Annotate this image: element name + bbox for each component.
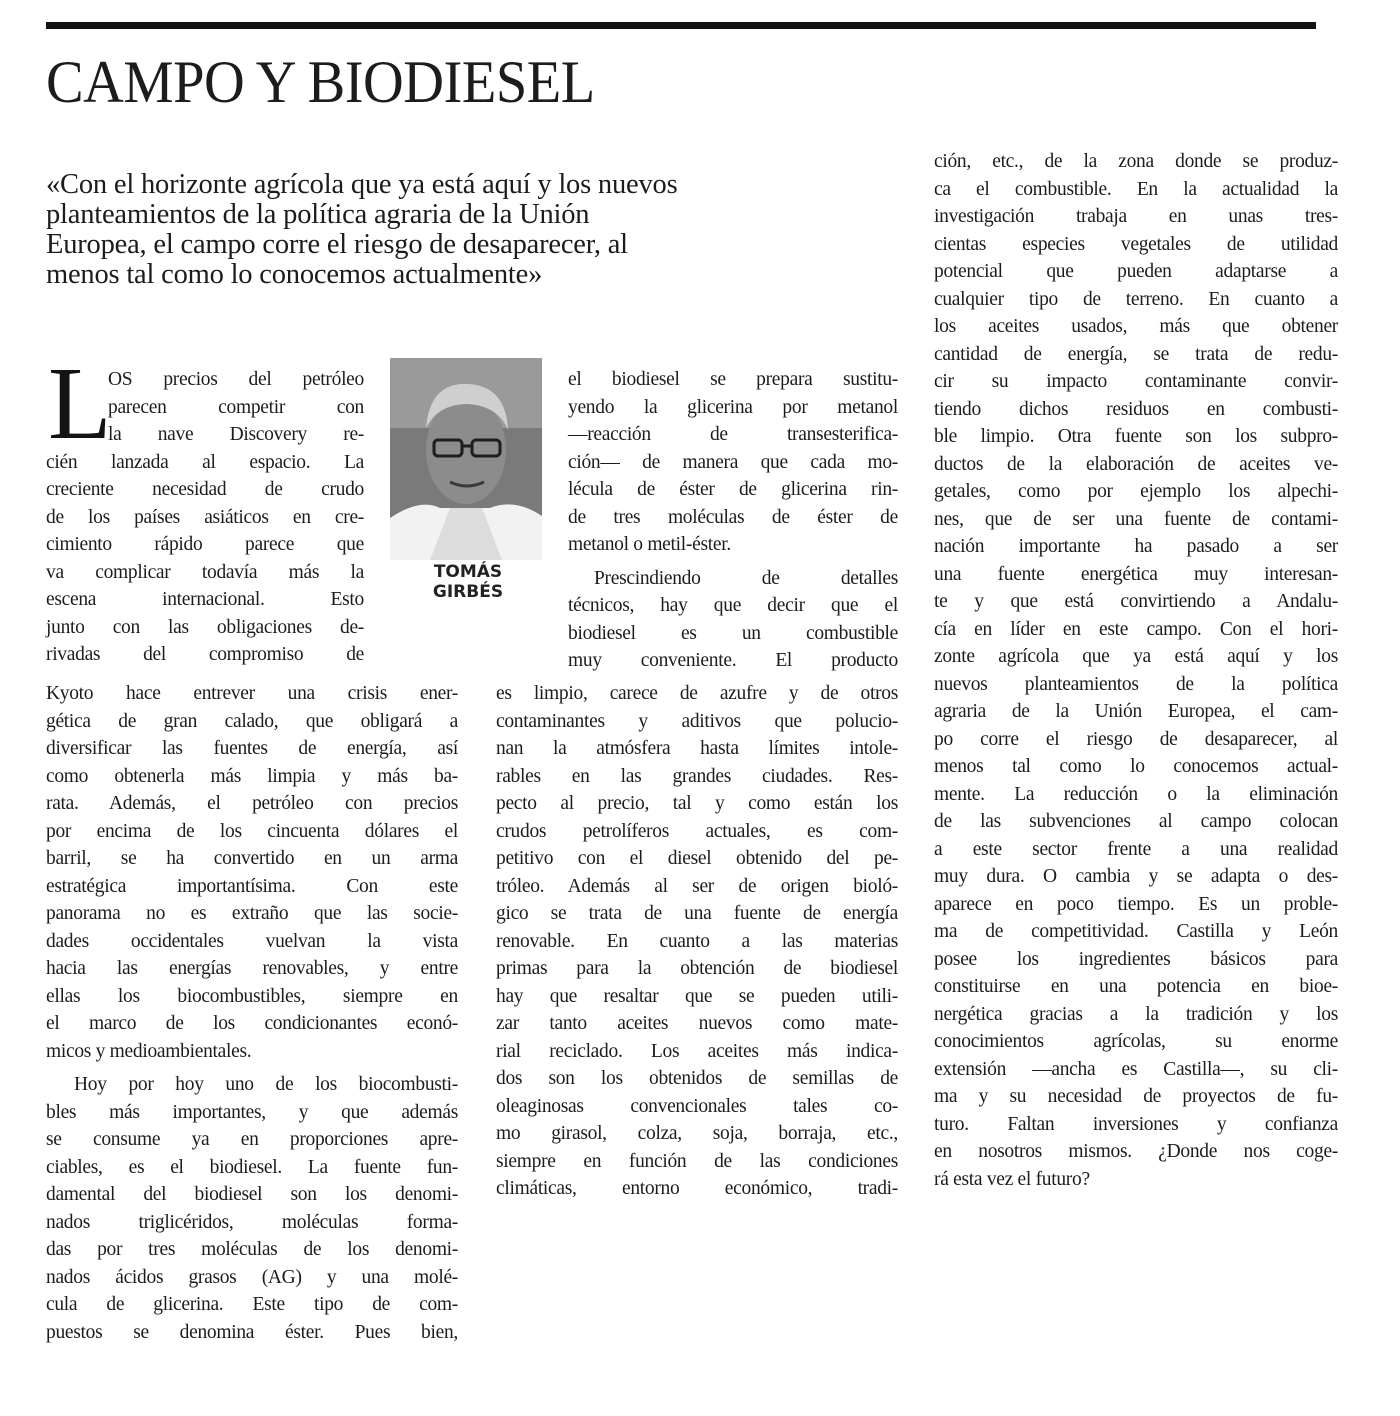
text-line: renovable. En cuanto a las materias	[496, 930, 898, 952]
text-line: yendo la glicerina por metanol	[568, 396, 898, 418]
text-line: de los países asiáticos en cre-	[46, 506, 364, 528]
column-3	[934, 148, 1338, 1193]
text-line: mente. La reducción o la eliminación	[934, 783, 1338, 805]
text-line: en nosotros mismos. ¿Donde nos coge-	[934, 1141, 1338, 1162]
text-line: cula de glicerina. Este tipo de com-	[46, 1294, 458, 1315]
text-line: crudos petrolíferos actuales, es com-	[496, 820, 898, 842]
text-line: de tres moléculas de éster de	[568, 506, 898, 528]
text-line: contaminantes y aditivos que polucio-	[496, 710, 898, 732]
text-line: como obtenerla más limpia y más ba-	[46, 765, 458, 787]
text-line: hacia las energías renovables, y entre	[46, 958, 458, 979]
text-line: getales, como por ejemplo los alpechi-	[934, 481, 1338, 502]
text-line: —reacción de transesterifica-	[568, 424, 898, 445]
author-last-name: GIRBÉS	[432, 582, 504, 602]
text-line: una fuente energética muy interesan-	[934, 563, 1338, 585]
text-line: va complicar todavía más la	[46, 561, 364, 583]
column-1-top	[46, 366, 364, 669]
text-line: la nave Discovery re-	[108, 424, 364, 445]
text-line: nes, que de ser una fuente de contami-	[934, 508, 1338, 530]
text-line: estratégica importantísima. Con este	[46, 875, 458, 897]
text-line: siempre en función de las condiciones	[496, 1150, 898, 1172]
text-line: dos son los obtenidos de semillas de	[496, 1068, 898, 1089]
text-line: cir su impacto contaminante convir-	[934, 371, 1338, 392]
pull-quote-line: «Con el horizonte agrícola que ya está aquí y los nuevos	[46, 169, 678, 200]
pull-quote-line: planteamientos de la política agraria de la Unión	[46, 199, 590, 230]
text-line: rial reciclado. Los aceites más indica-	[496, 1040, 898, 1062]
text-line: gética de gran calado, que obligará a	[46, 710, 458, 732]
text-line: zonte agrícola que ya está aquí y los	[934, 646, 1338, 667]
text-line: muy dura. O cambia y se adapta o des-	[934, 866, 1338, 887]
text-line: pecto al precio, tal y como están los	[496, 793, 898, 814]
text-line: bles más importantes, y que además	[46, 1101, 458, 1123]
text-line: rá esta vez el futuro?	[934, 1168, 1090, 1190]
text-line: biodiesel es un combustible	[568, 622, 898, 644]
column-2-bottom	[496, 680, 898, 1203]
text-line: menos tal como lo conocemos actual-	[934, 756, 1338, 777]
text-line: mo girasol, colza, soja, borraja, etc.,	[496, 1123, 898, 1144]
text-line: primas para la obtención de biodiesel	[496, 958, 898, 979]
text-line: ble limpio. Otra fuente son los subpro-	[934, 426, 1338, 447]
text-line: hay que resaltar que se pueden utili-	[496, 985, 898, 1007]
text-line: constituirse en una potencia en bioe-	[934, 976, 1338, 997]
text-line: parecen competir con	[108, 396, 364, 418]
column-2-top	[568, 366, 898, 675]
text-line: nación importante ha pasado a ser	[934, 536, 1338, 557]
text-line: ciables, es el biodiesel. La fuente fun-	[46, 1156, 458, 1178]
text-line: oleaginosas convencionales tales co-	[496, 1095, 898, 1117]
text-line: conocimientos agrícolas, su enorme	[934, 1031, 1338, 1052]
text-line: cientas especies vegetales de utilidad	[934, 233, 1338, 255]
text-line: creciente necesidad de crudo	[46, 479, 364, 500]
text-line: potencial que pueden adaptarse a	[934, 261, 1338, 282]
text-line: nados triglicéridos, moléculas forma-	[46, 1211, 458, 1233]
text-line: de las subvenciones al campo colocan	[934, 811, 1338, 832]
author-photo	[390, 358, 542, 560]
text-line: Prescindiendo de detalles	[594, 567, 898, 589]
text-line: técnicos, hay que decir que el	[568, 595, 898, 616]
text-line: gico se trata de una fuente de energía	[496, 903, 898, 924]
text-line: nergética gracias a la tradición y los	[934, 1003, 1338, 1025]
text-line: escena internacional. Esto	[46, 589, 364, 610]
text-line: ción— de manera que cada mo-	[568, 451, 898, 473]
text-line: tiendo dichos residuos en combusti-	[934, 398, 1338, 420]
text-line: nan la atmósfera hasta límites intole-	[496, 738, 898, 759]
text-line: das por tres moléculas de los denomi-	[46, 1239, 458, 1260]
text-line: cantidad de energía, se trata de redu-	[934, 343, 1338, 365]
text-line: el marco de los condicionantes econó-	[46, 1013, 458, 1034]
text-line: OS precios del petróleo	[108, 369, 364, 390]
text-line: cimiento rápido parece que	[46, 534, 364, 555]
text-line: turo. Faltan inversiones y confianza	[934, 1113, 1338, 1135]
author-photo-image	[390, 358, 542, 560]
text-line: aparece en poco tiempo. Es un proble-	[934, 893, 1338, 915]
author-byline	[390, 562, 546, 602]
text-line: posee los ingredientes básicos para	[934, 948, 1338, 970]
author-first-name: TOMÁS	[433, 562, 503, 582]
text-line: Kyoto hace entrever una crisis ener-	[46, 683, 458, 704]
text-line: a este sector frente a una realidad	[934, 838, 1338, 860]
text-line: metanol o metil-éster.	[568, 534, 731, 555]
text-line: junto con las obligaciones de-	[46, 616, 364, 638]
text-line: ma de competitividad. Castilla y León	[934, 921, 1338, 942]
top-rule	[46, 22, 1316, 29]
text-line: ductos de la elaboración de aceites ve-	[934, 453, 1338, 475]
drop-cap: L	[48, 346, 112, 461]
text-line: lécula de éster de glicerina rin-	[568, 479, 898, 500]
text-line: panorama no es extraño que las socie-	[46, 903, 458, 924]
text-line: ción, etc., de la zona donde se produz-	[934, 151, 1338, 172]
text-line: ca el combustible. En la actualidad la	[934, 178, 1338, 200]
text-line: cién lanzada al espacio. La	[46, 451, 364, 473]
text-line: Hoy por hoy uno de los biocombusti-	[74, 1074, 458, 1095]
text-line: rivadas del compromiso de	[46, 644, 364, 665]
text-line: el biodiesel se prepara sustitu-	[568, 369, 898, 390]
text-line: cualquier tipo de terreno. En cuanto a	[934, 288, 1338, 310]
text-line: damental del biodiesel son los denomi-	[46, 1184, 458, 1205]
column-1-bottom	[46, 680, 458, 1346]
text-line: te y que está convirtiendo a Andalu-	[934, 591, 1338, 612]
text-line: petitivo con el diesel obtenido del pe-	[496, 848, 898, 869]
text-line: ma y su necesidad de proyectos de fu-	[934, 1086, 1338, 1107]
text-line: muy conveniente. El producto	[568, 650, 898, 671]
pull-quote-line: menos tal como lo conocemos actualmente»	[46, 259, 543, 290]
text-line: extensión —ancha es Castilla—, su cli-	[934, 1058, 1338, 1080]
text-line: tróleo. Además al ser de origen bioló-	[496, 875, 898, 897]
pull-quote	[46, 170, 876, 290]
text-line: rables en las grandes ciudades. Res-	[496, 765, 898, 787]
text-line: por encima de los cincuenta dólares el	[46, 820, 458, 842]
text-line: barril, se ha convertido en un arma	[46, 848, 458, 869]
text-line: ellas los biocombustibles, siempre en	[46, 985, 458, 1007]
text-line: los aceites usados, más que obtener	[934, 316, 1338, 337]
text-line: po corre el riesgo de desaparecer, al	[934, 728, 1338, 750]
text-line: rata. Además, el petróleo con precios	[46, 793, 458, 814]
text-line: cía en líder en este campo. Con el hori-	[934, 618, 1338, 640]
text-line: es limpio, carece de azufre y de otros	[496, 683, 898, 704]
text-line: nuevos planteamientos de la política	[934, 673, 1338, 695]
text-line: micos y medioambientales.	[46, 1040, 252, 1062]
text-line: puestos se denomina éster. Pues bien,	[46, 1321, 458, 1343]
text-line: zar tanto aceites nuevos como mate-	[496, 1013, 898, 1034]
text-line: investigación trabaja en unas tres-	[934, 206, 1338, 227]
text-line: climáticas, entorno económico, tradi-	[496, 1178, 898, 1199]
text-line: diversificar las fuentes de energía, así	[46, 738, 458, 759]
text-line: nados ácidos grasos (AG) y una molé-	[46, 1266, 458, 1288]
text-line: agraria de la Unión Europea, el cam-	[934, 701, 1338, 722]
pull-quote-line: Europea, el campo corre el riesgo de desaparecer, al	[46, 229, 628, 260]
text-line: se consume ya en proporciones apre-	[46, 1129, 458, 1150]
article-title: CAMPO Y BIODIESEL	[46, 49, 595, 115]
text-line: dades occidentales vuelvan la vista	[46, 930, 458, 952]
